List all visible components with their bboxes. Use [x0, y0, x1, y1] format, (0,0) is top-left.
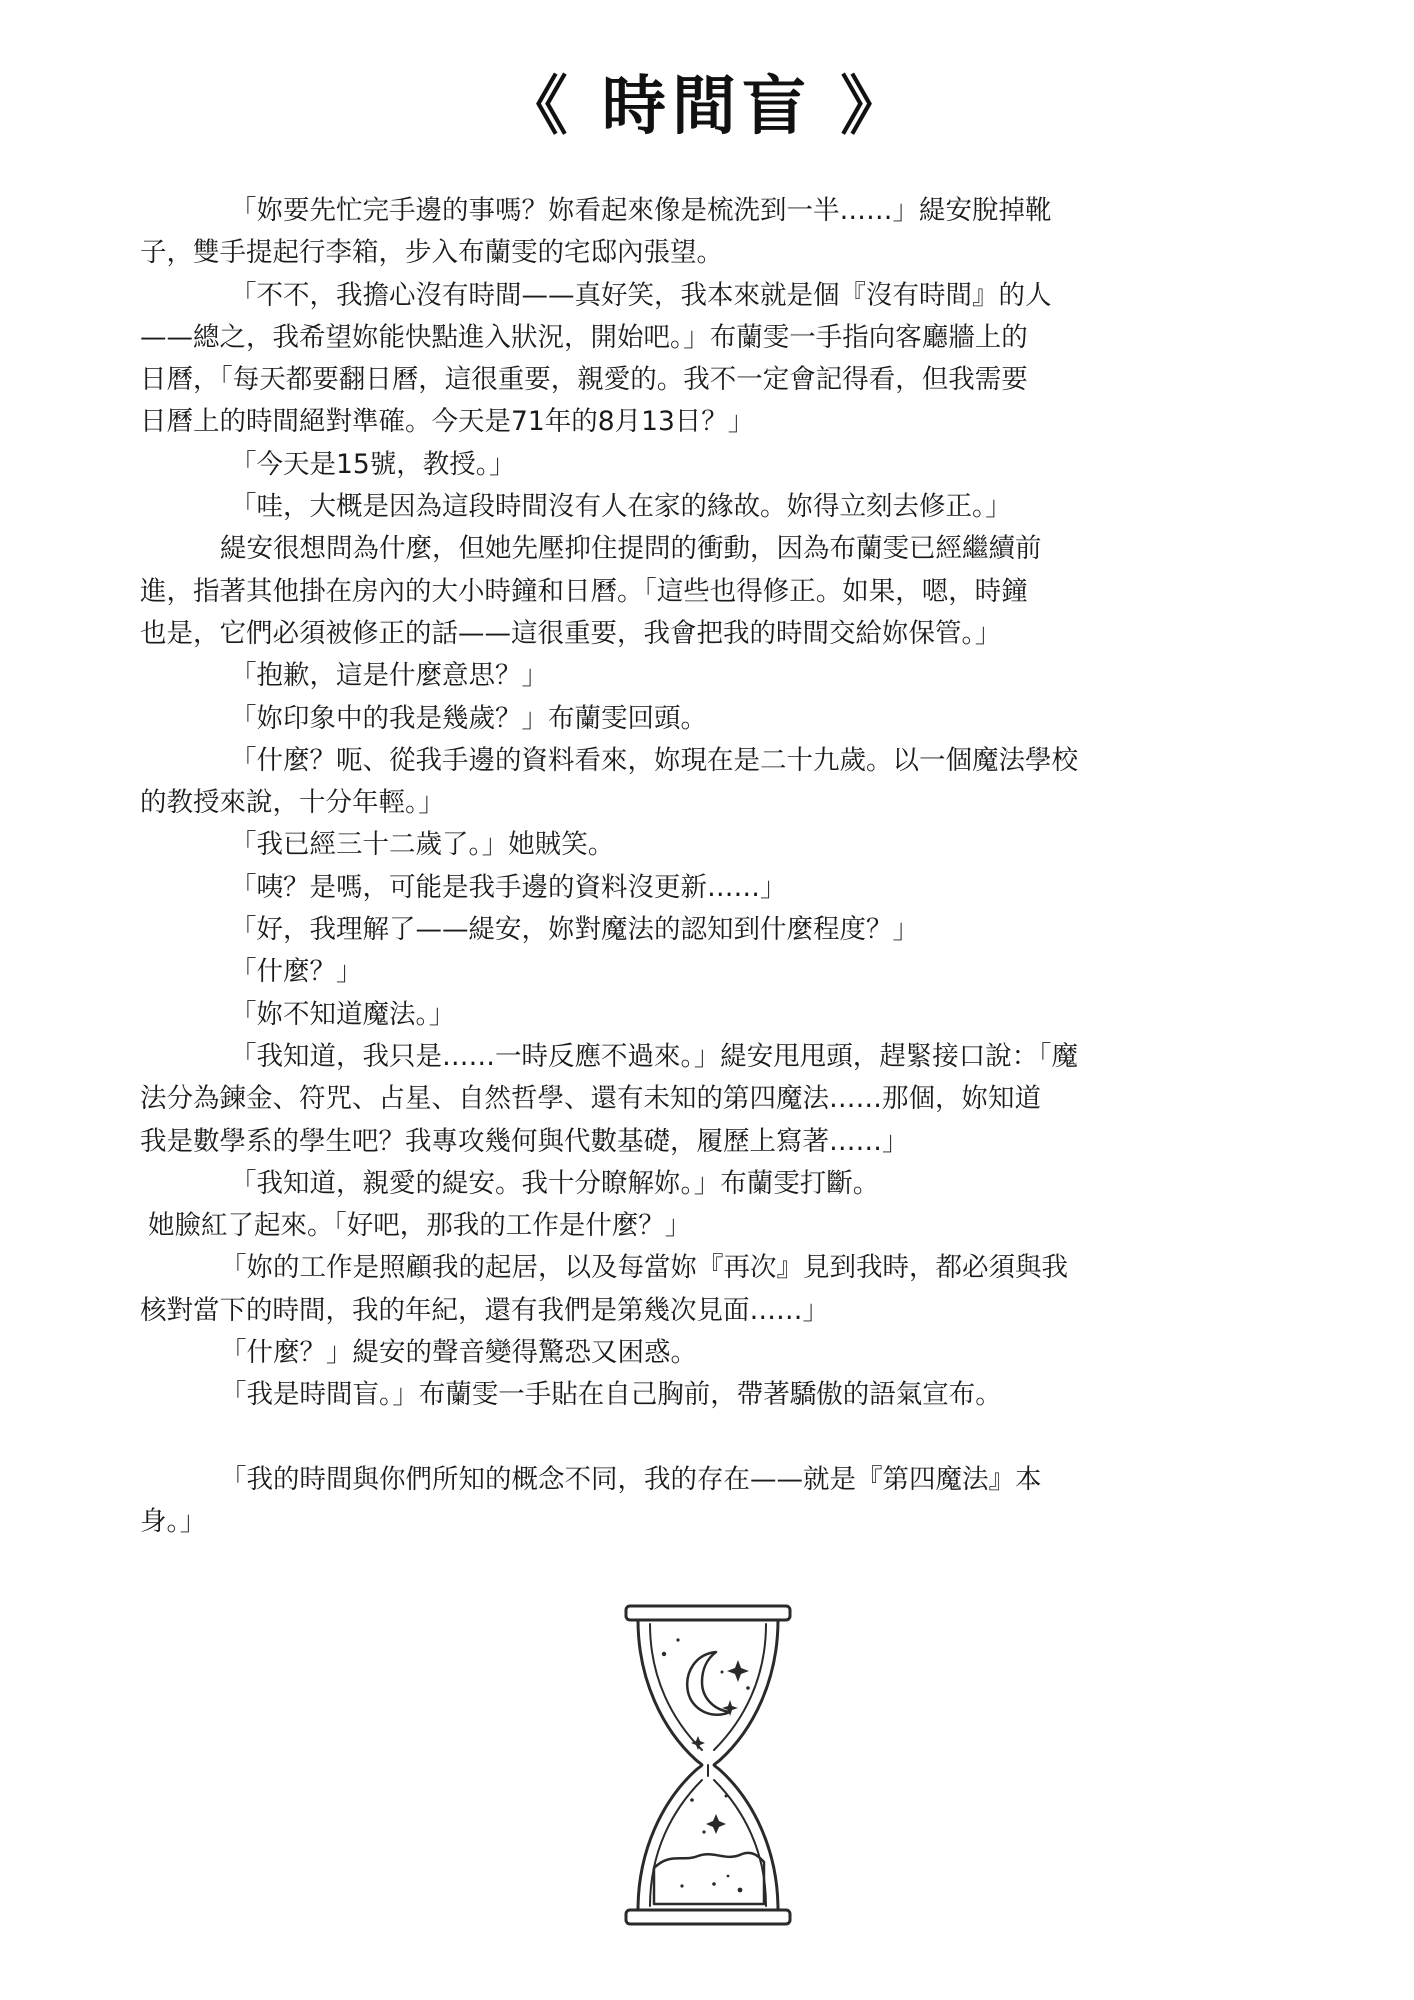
paragraph-line: 「咦？是嗎，可能是我手邊的資料沒更新……」: [230, 871, 787, 903]
paragraph-line: 「什麼？」: [230, 956, 363, 988]
paragraph-line: 「我是時間盲。」布蘭雯一手貼在自己胸前，帶著驕傲的語氣宣布。: [220, 1379, 1002, 1411]
paragraph-line: 「不不，我擔心沒有時間——真好笑，我本來就是個『沒有時間』的人: [230, 279, 1052, 311]
paragraph-line: 「妳不知道魔法。」: [230, 998, 456, 1030]
paragraph-gap: [140, 1417, 1320, 1459]
paragraph-line: 「妳印象中的我是幾歲？」布蘭雯回頭。: [230, 702, 707, 734]
paragraph-line: 子，雙手提起行李箱，步入布蘭雯的宅邸內張望。: [140, 237, 723, 269]
paragraph-line: 身。」: [140, 1506, 207, 1538]
paragraph-line: 「好，我理解了——緹安，妳對魔法的認知到什麼程度？」: [230, 914, 919, 946]
paragraph-line: 她臉紅了起來。「好吧，那我的工作是什麼？」: [148, 1210, 692, 1242]
paragraph-line: 「抱歉，這是什麼意思？」: [230, 660, 548, 692]
paragraph-line: 「今天是15號，教授。」: [230, 448, 516, 480]
paragraph-line: 的教授來說，十分年輕。」: [140, 787, 445, 819]
paragraph-line: 「我知道，我只是……一時反應不過來。」緹安甩甩頭，趕緊接口說：「魔: [230, 1040, 1078, 1072]
paragraph-line: 進，指著其他掛在房內的大小時鐘和日曆。「這些也得修正。如果，嗯，時鐘: [140, 575, 1028, 607]
paragraph-line: 緹安很想問為什麼，但她先壓抑住提問的衝動，因為布蘭雯已經繼續前: [220, 533, 1042, 565]
paragraph-line: 「我知道，親愛的緹安。我十分瞭解妳。」布蘭雯打斷。: [230, 1167, 880, 1199]
paragraph-line: 「妳的工作是照顧我的起居，以及每當妳『再次』見到我時，都必須與我: [220, 1252, 1068, 1284]
paragraph-line: 核對當下的時間，我的年紀，還有我們是第幾次見面……」: [140, 1294, 829, 1326]
paragraph-line: 「妳要先忙完手邊的事嗎？妳看起來像是梳洗到一半……」緹安脫掉靴: [230, 195, 1052, 226]
paragraph-line: 「哇，大概是因為這段時間沒有人在家的緣故。妳得立刻去修正。」: [230, 491, 1012, 523]
hourglass-icon: [618, 1600, 798, 1930]
paragraph-line: 日曆，「每天都要翻日曆，這很重要，親愛的。我不一定會記得看，但我需要: [140, 364, 1028, 396]
page-title: 《 時間盲 》: [503, 70, 911, 144]
paragraph-line: ——總之，我希望妳能快點進入狀況，開始吧。」布蘭雯一手指向客廳牆上的: [140, 321, 1028, 353]
paragraph-line: 「什麼？」緹安的聲音變得驚恐又困惑。: [220, 1337, 697, 1369]
paragraph-line: 「我已經三十二歲了。」她賊笑。: [230, 829, 615, 861]
paragraph-line: 我是數學系的學生吧？我專攻幾何與代數基礎，履歷上寫著……」: [140, 1125, 909, 1157]
story-body: [140, 190, 1320, 1544]
paragraph-line: 也是，它們必須被修正的話——這很重要，我會把我的時間交給妳保管。」: [140, 617, 1002, 649]
paragraph-line: 法分為鍊金、符咒、占星、自然哲學、還有未知的第四魔法……那個，妳知道: [140, 1083, 1041, 1115]
paragraph-line: 「我的時間與你們所知的概念不同，我的存在——就是『第四魔法』本: [220, 1463, 1042, 1495]
paragraph-line: 日曆上的時間絕對準確。今天是71年的8月13日？」: [140, 406, 755, 438]
paragraph-line: 「什麼？呃、從我手邊的資料看來，妳現在是二十九歲。以一個魔法學校: [230, 744, 1078, 776]
